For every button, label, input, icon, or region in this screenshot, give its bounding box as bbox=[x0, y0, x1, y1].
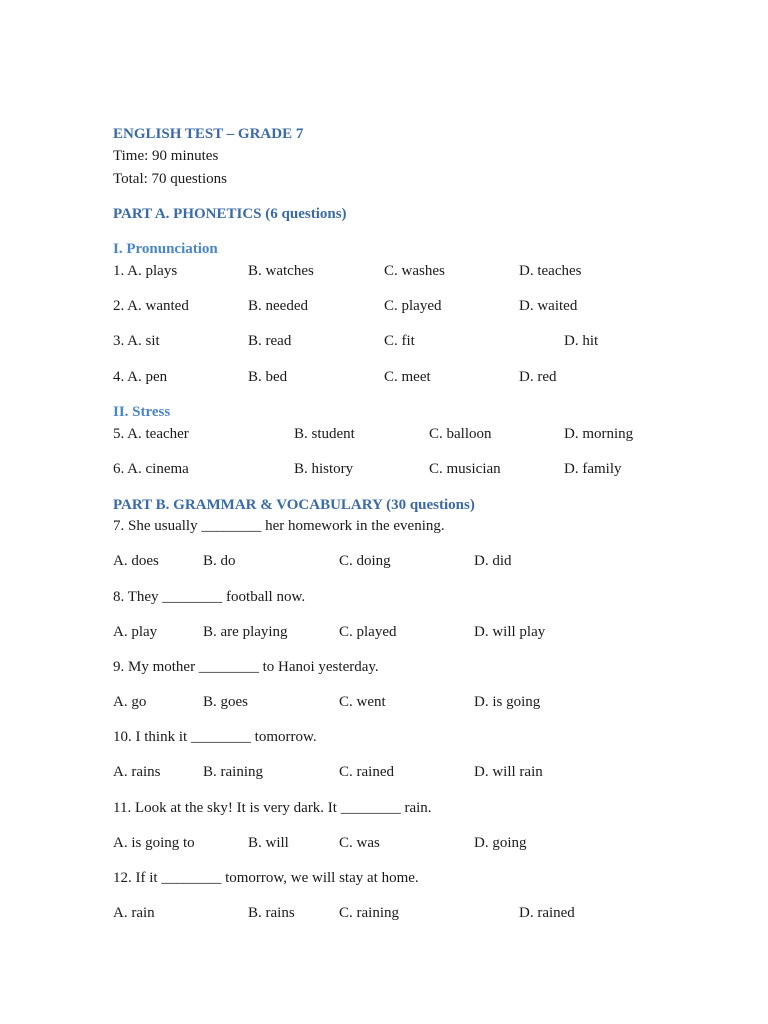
question-row bbox=[0, 332, 768, 350]
question-row bbox=[0, 834, 768, 852]
option-a: 3. A. sit bbox=[113, 333, 160, 349]
question-row bbox=[0, 693, 768, 711]
option-c: C. balloon bbox=[429, 426, 492, 442]
question-row bbox=[0, 763, 768, 781]
option-d: D. hit bbox=[564, 333, 599, 349]
option-c: C. played bbox=[384, 298, 442, 314]
option-b: B. rains bbox=[248, 905, 295, 921]
stress-title: II. Stress bbox=[113, 404, 171, 420]
option-b: B. will bbox=[248, 835, 289, 851]
option-d: D. will play bbox=[474, 624, 546, 640]
option-b: B. needed bbox=[248, 298, 308, 314]
option-b: B. goes bbox=[203, 694, 248, 710]
time-info: Time: 90 minutes bbox=[113, 148, 219, 164]
option-b: B. bed bbox=[248, 369, 288, 385]
pronunciation-title: I. Pronunciation bbox=[113, 241, 218, 257]
question-row bbox=[0, 552, 768, 570]
option-a: 6. A. cinema bbox=[113, 461, 189, 477]
part-a-title: PART A. PHONETICS (6 questions) bbox=[113, 206, 347, 222]
test-title: ENGLISH TEST – GRADE 7 bbox=[113, 126, 304, 142]
option-c: C. rained bbox=[339, 764, 394, 780]
question-stem: 7. She usually ________ her homework in the evening. bbox=[113, 518, 445, 534]
option-a: A. does bbox=[113, 553, 159, 569]
option-c: C. musician bbox=[429, 461, 501, 477]
option-a: A. play bbox=[113, 624, 158, 640]
option-c: C. washes bbox=[384, 263, 445, 279]
option-a: 1. A. plays bbox=[113, 263, 178, 279]
question-stem: 11. Look at the sky! It is very dark. It ________ rain. bbox=[113, 800, 432, 816]
option-b: B. raining bbox=[203, 764, 263, 780]
option-c: C. was bbox=[339, 835, 380, 851]
question-row bbox=[0, 425, 768, 443]
option-a: A. rain bbox=[113, 905, 155, 921]
question-row bbox=[0, 368, 768, 386]
option-d: D. rained bbox=[519, 905, 575, 921]
option-b: B. are playing bbox=[203, 624, 288, 640]
question-stem: 8. They ________ football now. bbox=[113, 589, 306, 605]
option-b: B. student bbox=[294, 426, 355, 442]
option-c: C. played bbox=[339, 624, 397, 640]
question-row bbox=[0, 297, 768, 315]
option-b: B. watches bbox=[248, 263, 314, 279]
question-row bbox=[0, 904, 768, 922]
option-d: D. did bbox=[474, 553, 512, 569]
option-d: D. waited bbox=[519, 298, 578, 314]
option-c: C. fit bbox=[384, 333, 415, 349]
option-c: C. meet bbox=[384, 369, 431, 385]
option-b: B. read bbox=[248, 333, 292, 349]
question-stem: 10. I think it ________ tomorrow. bbox=[113, 729, 317, 745]
part-b-title: PART B. GRAMMAR & VOCABULARY (30 questions) bbox=[113, 497, 475, 513]
option-d: D. family bbox=[564, 461, 622, 477]
option-a: 4. A. pen bbox=[113, 369, 168, 385]
option-d: D. morning bbox=[564, 426, 634, 442]
option-d: D. will rain bbox=[474, 764, 543, 780]
total-info: Total: 70 questions bbox=[113, 171, 227, 187]
option-d: D. red bbox=[519, 369, 557, 385]
option-b: B. do bbox=[203, 553, 236, 569]
option-c: C. went bbox=[339, 694, 386, 710]
option-a: 5. A. teacher bbox=[113, 426, 189, 442]
option-d: D. teaches bbox=[519, 263, 582, 279]
option-a: A. go bbox=[113, 694, 147, 710]
option-c: C. raining bbox=[339, 905, 399, 921]
option-c: C. doing bbox=[339, 553, 391, 569]
question-stem: 9. My mother ________ to Hanoi yesterday. bbox=[113, 659, 379, 675]
option-d: D. is going bbox=[474, 694, 541, 710]
question-row bbox=[0, 460, 768, 478]
option-a: A. rains bbox=[113, 764, 161, 780]
question-stem: 12. If it ________ tomorrow, we will stay at home. bbox=[113, 870, 419, 886]
option-b: B. history bbox=[294, 461, 354, 477]
option-d: D. going bbox=[474, 835, 527, 851]
question-row bbox=[0, 262, 768, 280]
question-row bbox=[0, 623, 768, 641]
option-a: A. is going to bbox=[113, 835, 195, 851]
option-a: 2. A. wanted bbox=[113, 298, 189, 314]
